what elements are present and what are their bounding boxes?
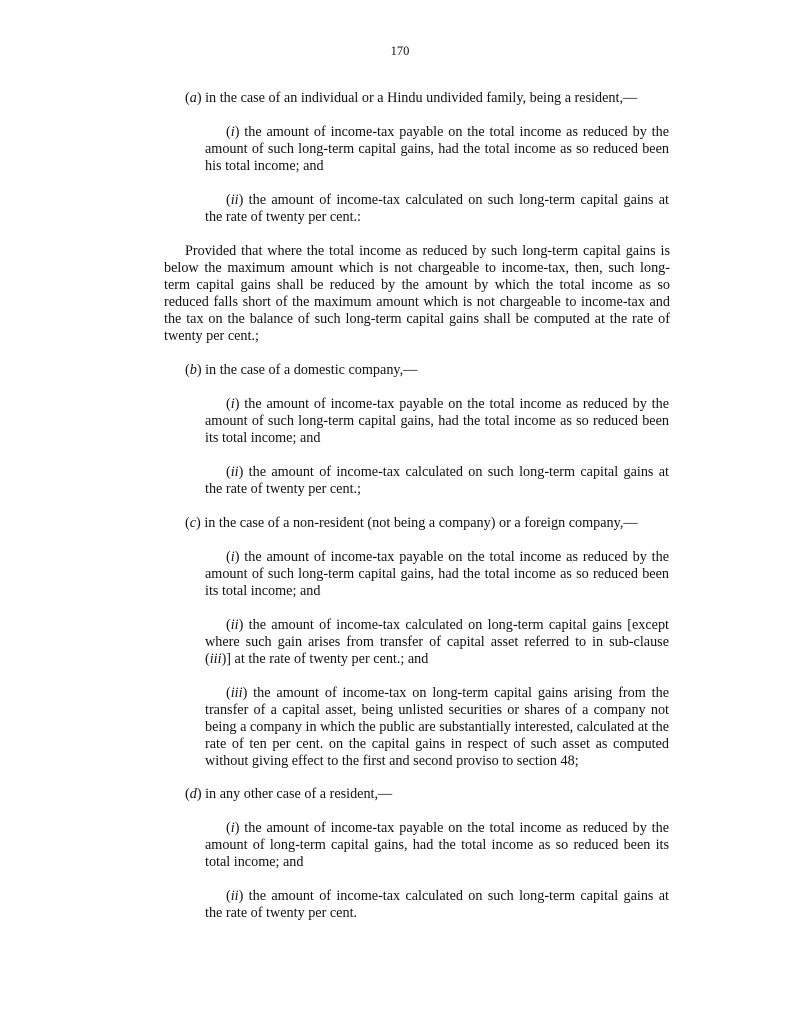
proviso-paragraph: Provided that where the total income as reduced by such long-term capital gains is below the maximum amount which is not chargeable to income-tax, then, such long-term capital gains shall be reduced by the amount by which the total income as so reduced falls short of the maximum amount which is not chargeable to income-tax and the tax on the balance of such long-term capital gains shall be computed at the rate of twenty per cent.; <box>164 243 670 344</box>
clause-a-text: in the case of an individual or a Hindu undivided family, being a resident,— <box>201 90 638 106</box>
clause-d-i-text: the amount of income-tax payable on the total income as reduced by the amount of long-term capital gains, had the total income as so reduced been its total income; and <box>205 820 669 870</box>
clause-b-subclause-ii: (ii) the amount of income-tax calculated on such long-term capital gains at the rate of twenty per cent.; <box>205 464 669 497</box>
clause-d-ii-text: the amount of income-tax calculated on such long-term capital gains at the rate of twenty per cent. <box>205 888 669 921</box>
clause-c-subclause-iii: (iii) the amount of income-tax on long-term capital gains arising from the transfer of a capital asset, being unlisted securities or shares of a company not being a company in which the public are substantially interested, calculated at the rate of ten per cent. on the capital gains in respect of such asset as computed without giving effect to the first and second proviso to section 48; <box>205 685 669 769</box>
clause-c-ii-text-before: the amount of income-tax calculated on long-term capital gains [except where such gain arises from transfer of capital asset referred to in sub-clause ( <box>205 617 669 667</box>
clause-b: (b) in the case of a domestic company,— <box>185 362 418 378</box>
clause-c-text: in the case of a non-resident (not being a company) or a foreign company,— <box>200 515 638 531</box>
clause-b-i-text: the amount of income-tax payable on the total income as reduced by the amount of such long-term capital gains, had the total income as so reduced been its total income; and <box>205 396 669 446</box>
clause-c-i-label: i <box>230 549 235 565</box>
clause-c-subclause-i: (i) the amount of income-tax payable on the total income as reduced by the amount of such long-term capital gains, had the total income as so reduced been its total income; and <box>205 549 669 599</box>
clause-c-ii-label: ii <box>230 617 239 633</box>
clause-d: (d) in any other case of a resident,— <box>185 786 393 802</box>
clause-a-subclause-ii: (ii) the amount of income-tax calculated on such long-term capital gains at the rate of twenty per cent.: <box>205 192 669 225</box>
clause-d-subclause-ii: (ii) the amount of income-tax calculated on such long-term capital gains at the rate of twenty per cent. <box>205 888 669 921</box>
clause-d-i-label: i <box>230 820 235 836</box>
clause-c-ii-subclause-ref: iii <box>209 651 222 667</box>
clause-a-ii-text: the amount of income-tax calculated on such long-term capital gains at the rate of twenty per cent.: <box>205 192 669 225</box>
clause-b-ii-text: the amount of income-tax calculated on such long-term capital gains at the rate of twenty per cent.; <box>205 464 669 497</box>
clause-d-ii-label: ii <box>230 888 239 904</box>
clause-d-label: d <box>189 786 197 802</box>
clause-c-ii-text-after: )] at the rate of twenty per cent.; and <box>221 651 429 667</box>
clause-d-text: in any other case of a resident,— <box>201 786 393 802</box>
clause-d-subclause-i: (i) the amount of income-tax payable on the total income as reduced by the amount of long-term capital gains, had the total income as so reduced been its total income; and <box>205 820 669 870</box>
clause-b-i-label: i <box>230 396 235 412</box>
clause-c-iii-text: the amount of income-tax on long-term capital gains arising from the transfer of a capital asset, being unlisted securities or shares of a company not being a company in which the public are substantially interested, calculated at the rate of ten per cent. on the capital gains in respect of such asset as computed without giving effect to the first and second proviso to section 48; <box>205 685 669 769</box>
clause-b-subclause-i: (i) the amount of income-tax payable on the total income as reduced by the amount of such long-term capital gains, had the total income as so reduced been its total income; and <box>205 396 669 446</box>
clause-b-text: in the case of a domestic company,— <box>201 362 418 378</box>
clause-c-i-text: the amount of income-tax payable on the total income as reduced by the amount of such long-term capital gains, had the total income as so reduced been its total income; and <box>205 549 669 599</box>
clause-a-ii-label: ii <box>230 192 239 208</box>
clause-a-i-text: the amount of income-tax payable on the total income as reduced by the amount of such long-term capital gains, had the total income as so reduced been his total income; and <box>205 124 669 174</box>
clause-b-label: b <box>189 362 197 378</box>
clause-a-i-label: i <box>230 124 235 140</box>
clause-c-iii-label: iii <box>230 685 243 701</box>
clause-a-label: a <box>189 90 197 106</box>
clause-c-label: c <box>189 515 197 531</box>
clause-c: (c) in the case of a non-resident (not being a company) or a foreign company,— <box>185 515 638 531</box>
page-number: 170 <box>390 44 410 58</box>
clause-b-ii-label: ii <box>230 464 239 480</box>
clause-c-subclause-ii: (ii) the amount of income-tax calculated on long-term capital gains [except where such gain arises from transfer of capital asset referred to in sub-clause (iii)] at the rate of twenty per cent.; and <box>205 617 669 667</box>
clause-a: (a) in the case of an individual or a Hindu undivided family, being a resident,— <box>185 90 638 106</box>
clause-a-subclause-i: (i) the amount of income-tax payable on the total income as reduced by the amount of such long-term capital gains, had the total income as so reduced been his total income; and <box>205 124 669 174</box>
